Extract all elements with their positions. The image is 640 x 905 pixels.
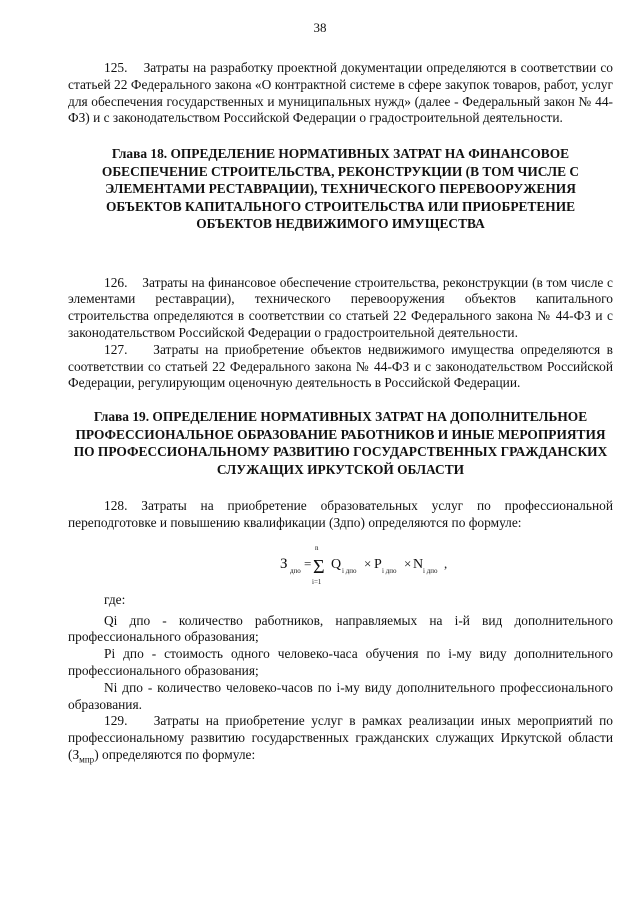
paragraph-125: 125. Затраты на разработку проектной документации определяются в соответствии со статьей 22 Федерального закона «О контрактной системе в сфере закупок товаров, работ, услуг для обеспечения государственных и муниципальных нужд» (далее - Федеральный закон № 44-ФЗ) и с законодательством Российской Федерации о градостроительной деятельности. bbox=[68, 60, 613, 126]
formula-q-sub: i дпо bbox=[342, 566, 357, 575]
paragraph-126: 126. Затраты на финансовое обеспечение строительства, реконструкции (в том числе с элементами реставрации), технического перевооружения объектов капитального строительства определяются в соответствии со статьей 22 Федерального закона № 44-ФЗ и с законодательством Российской Федерации о градостроительной деятельности. bbox=[68, 274, 613, 341]
formula-lhs: З bbox=[280, 555, 288, 572]
paragraph-129-end: ) определяются по формуле: bbox=[94, 747, 256, 763]
formula-sum-top: n bbox=[315, 543, 319, 552]
formula-n-sub: i дпо bbox=[423, 566, 438, 575]
formula-zdpo bbox=[68, 532, 613, 592]
formula-p-sub: i дпо bbox=[382, 566, 397, 575]
formula-q: Q bbox=[331, 556, 342, 572]
formula-sigma-icon: Σ bbox=[313, 555, 325, 578]
paragraph-129-text: 129. Затраты на приобретение услуг в рамках реализации иных мероприятий по профессиональному развитию государственных гражданских служащих Иркутской области (З bbox=[68, 713, 613, 763]
formula-n: N bbox=[413, 556, 424, 572]
definition-q: Qi дпо - количество работников, направляемых на i-й вид дополнительного профессионального образования; bbox=[68, 612, 613, 645]
paragraph-129 bbox=[68, 713, 613, 768]
formula-comma: , bbox=[444, 555, 448, 571]
formula-times-2: × bbox=[404, 555, 412, 571]
chapter-19-heading: Глава 19. ОПРЕДЕЛЕНИЕ НОРМАТИВНЫХ ЗАТРАТ НА ДОПОЛНИТЕЛЬНОЕ ПРОФЕССИОНАЛЬНОЕ ОБРАЗОВАНИЕ РАБОТНИКОВ И ИНЫЕ МЕРОПРИЯТИЯ ПО ПРОФЕССИОНАЛЬНОМУ РАЗВИТИЮ ГОСУДАРСТВЕННЫХ ГРАЖДАНСКИХ СЛУЖАЩИХ ИРКУТСКОЙ ОБЛАСТИ bbox=[73, 409, 608, 477]
document-body bbox=[68, 60, 613, 769]
definition-n: Ni дпо - количество человеко-часов по i-му виду дополнительного профессионального образования. bbox=[68, 679, 613, 712]
paragraph-129-sub: мпр bbox=[79, 754, 95, 765]
where-label: где: bbox=[104, 591, 126, 607]
page-number: 38 bbox=[313, 20, 327, 35]
definition-p: Pi дпо - стоимость одного человеко-часа обучения по i-му виду дополнительного профессионального образования; bbox=[68, 646, 613, 679]
formula-times-1: × bbox=[364, 555, 372, 571]
paragraph-128: 128. Затраты на приобретение образовательных услуг по профессиональной переподготовке и повышению квалификации (Здпо) определяются по формуле: bbox=[68, 498, 613, 531]
formula-equals: = bbox=[304, 555, 312, 571]
paragraph-127: 127. Затраты на приобретение объектов недвижимого имущества определяются в соответствии со статьей 22 Федерального закона № 44-ФЗ и с законодательством Российской Федерации, регулирующим оценочную деятельность в Российской Федерации. bbox=[68, 341, 613, 391]
formula-lhs-sub: дпо bbox=[290, 566, 301, 575]
chapter-18-heading: Глава 18. ОПРЕДЕЛЕНИЕ НОРМАТИВНЫХ ЗАТРАТ НА ФИНАНСОВОЕ ОБЕСПЕЧЕНИЕ СТРОИТЕЛЬСТВА, РЕКОНСТРУКЦИИ (В ТОМ ЧИСЛЕ С ЭЛЕМЕНТАМИ РЕСТАВРАЦИИ), ТЕХНИЧЕСКОГО ПЕРЕВООРУЖЕНИЯ ОБЪЕКТОВ КАПИТАЛЬНОГО СТРОИТЕЛЬСТВА ИЛИ ПРИОБРЕТЕНИЕ ОБЪЕКТОВ НЕДВИЖИМОГО ИМУЩЕСТВА bbox=[101, 146, 580, 232]
formula-sum-bottom: i=1 bbox=[312, 577, 322, 586]
formula-p: P bbox=[374, 556, 382, 572]
